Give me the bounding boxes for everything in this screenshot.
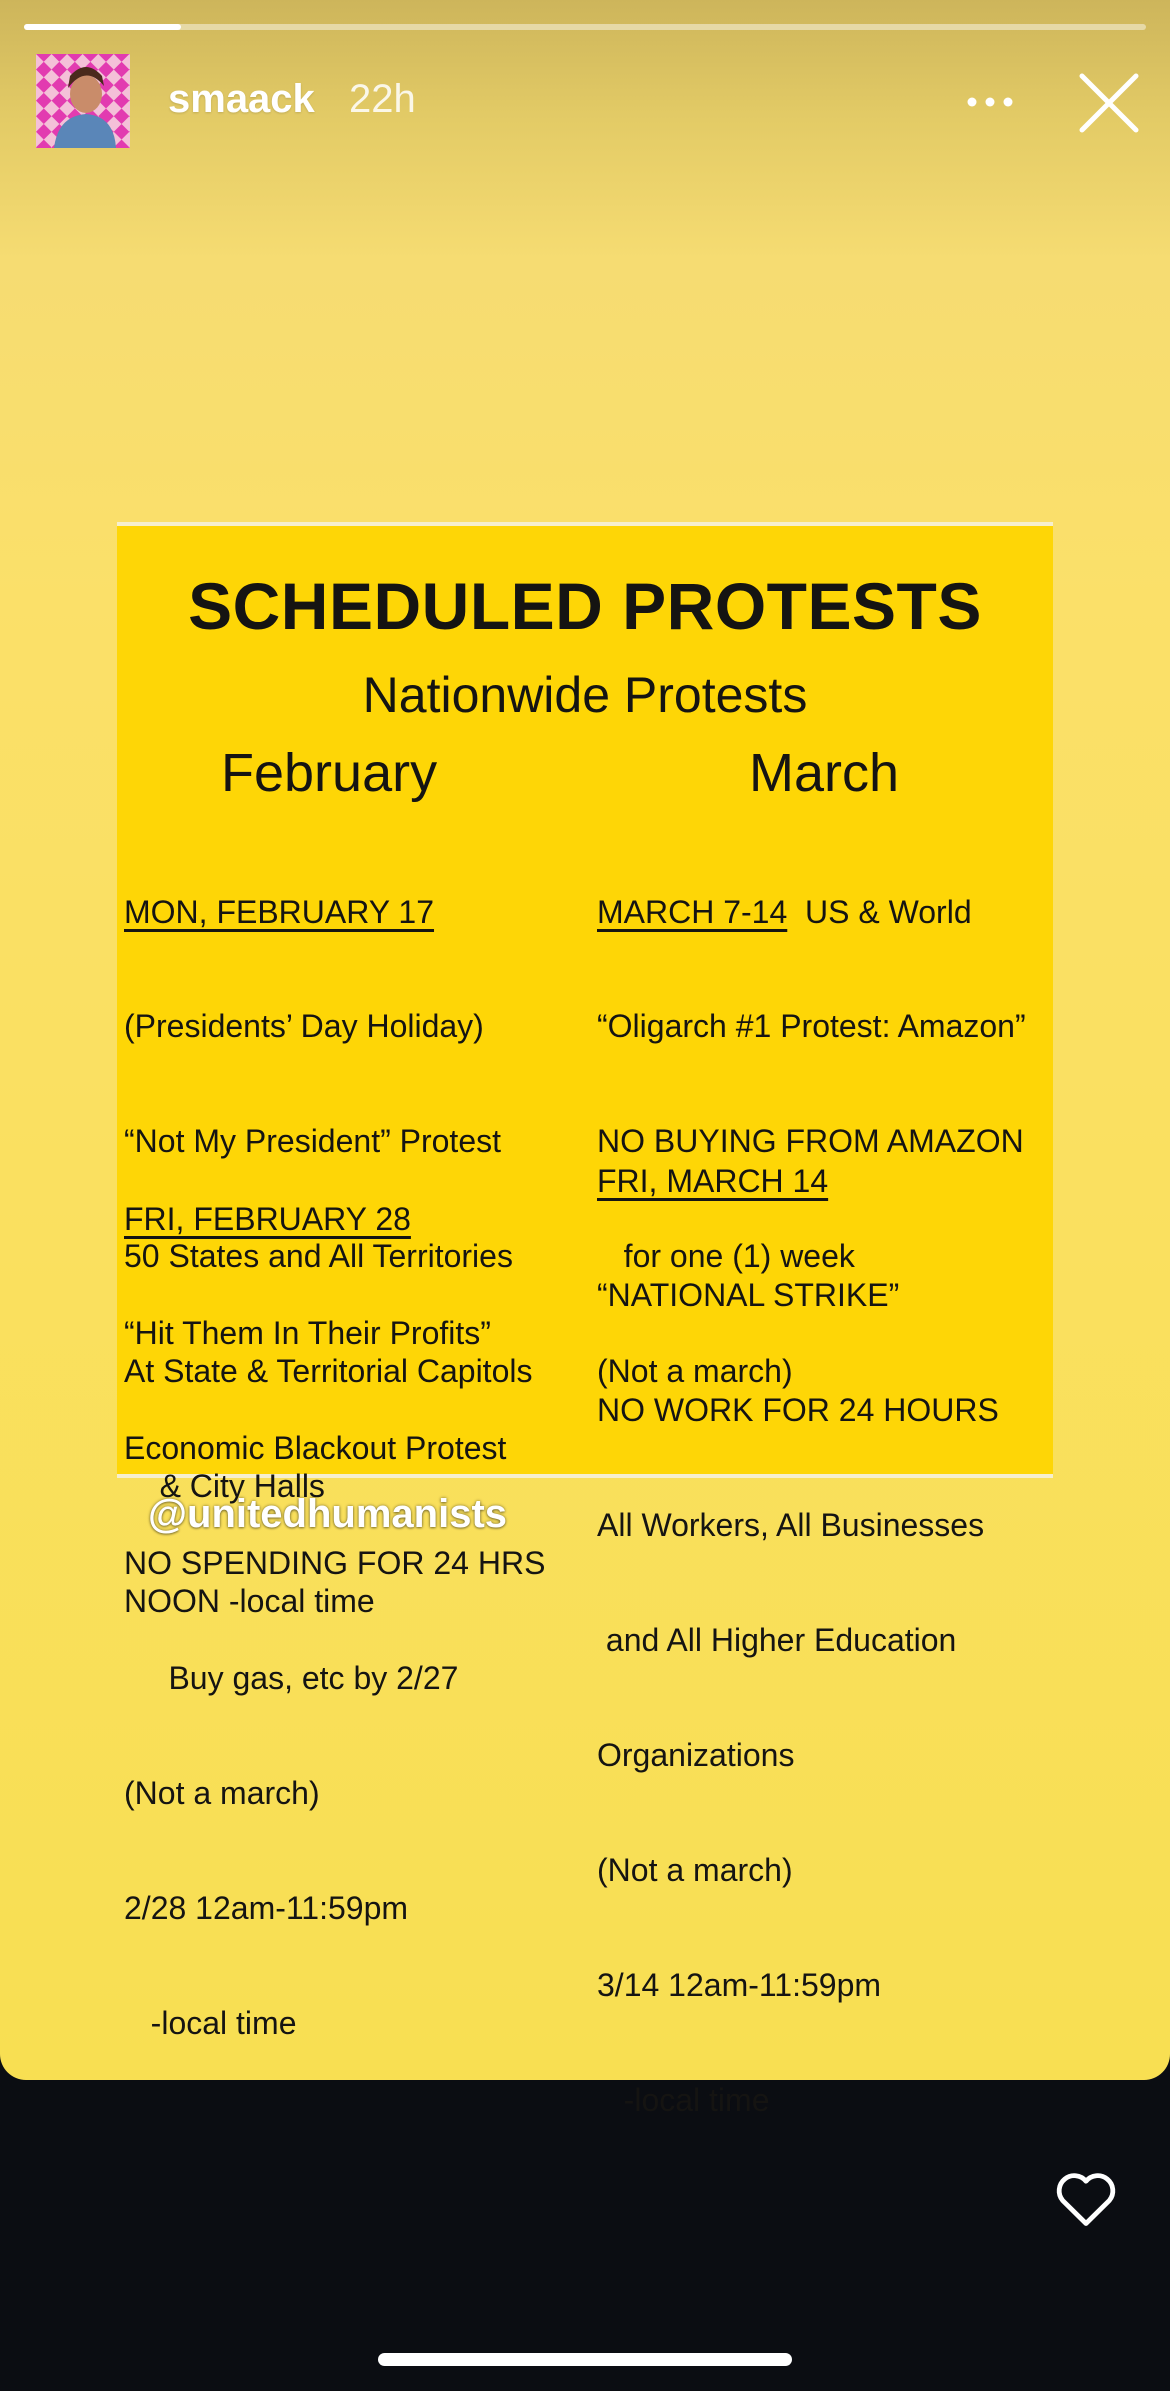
event-line: NO BUYING FROM AMAZON — [597, 1123, 1024, 1160]
event-line: -local time — [124, 2004, 297, 2041]
event-line: for one (1) week — [597, 1238, 855, 1275]
event-line: and All Higher Education — [597, 1622, 957, 1659]
home-indicator[interactable] — [378, 2353, 792, 2366]
event-line: NOON -local time — [124, 1582, 375, 1619]
avatar[interactable] — [36, 54, 130, 148]
poster-subtitle: Nationwide Protests — [362, 667, 808, 723]
story-progress-bar — [24, 24, 1146, 30]
mar-event-national-strike — [597, 1085, 999, 2196]
event-line: All Workers, All Businesses — [597, 1507, 985, 1544]
event-date-heading: FRI, MARCH 14 — [597, 1162, 829, 1199]
event-line: “Hit Them In Their Profits” — [124, 1315, 491, 1352]
event-line: Organizations — [597, 1737, 795, 1774]
event-line: -local time — [597, 2081, 770, 2118]
story-progress-fill — [24, 24, 181, 30]
event-line: NO SPENDING FOR 24 HRS — [124, 1545, 546, 1582]
more-options-button[interactable] — [960, 80, 1020, 124]
event-line: 2/28 12am-11:59pm — [124, 1889, 409, 1926]
event-line: Economic Blackout Protest — [124, 1430, 507, 1467]
close-button[interactable] — [1076, 70, 1142, 136]
event-date-heading: MON, FEBRUARY 17 — [124, 893, 435, 930]
like-button[interactable] — [1050, 2162, 1122, 2234]
heart-icon — [1050, 2162, 1122, 2234]
more-horizontal-icon — [960, 80, 1020, 124]
post-time: 22h — [349, 77, 416, 121]
event-date-heading: FRI, FEBRUARY 28 — [124, 1200, 411, 1237]
event-date-heading: MARCH 7-14 — [597, 893, 788, 930]
event-line: “Oligarch #1 Protest: Amazon” — [597, 1008, 1026, 1045]
profile-photo — [36, 54, 130, 148]
poster-title: SCHEDULED PROTESTS — [188, 569, 982, 643]
mention-sticker[interactable]: @unitedhumanists — [148, 1492, 508, 1536]
username[interactable]: smaack — [168, 77, 315, 121]
event-line: Buy gas, etc by 2/27 — [124, 1660, 459, 1697]
month-february: February — [221, 743, 438, 803]
event-line: (Not a march) — [124, 1775, 320, 1812]
month-march: March — [749, 743, 900, 803]
event-scope: US & World — [787, 893, 972, 930]
event-line: 50 States and All Territories — [124, 1238, 513, 1275]
event-heading-row — [597, 893, 1026, 931]
event-line: 3/14 12am-11:59pm — [597, 1966, 882, 2003]
feb-event-economic-blackout — [124, 1123, 545, 2119]
event-line: “Not My President” Protest — [124, 1123, 501, 1160]
event-line: (Presidents’ Day Holiday) — [124, 1008, 484, 1045]
event-line: At State & Territorial Capitols — [124, 1353, 533, 1390]
event-line: & City Halls — [124, 1468, 325, 1505]
close-icon — [1076, 70, 1142, 136]
event-line: (Not a march) — [597, 1851, 793, 1888]
event-line: NO WORK FOR 24 HOURS — [597, 1392, 999, 1429]
event-line: “NATIONAL STRIKE” — [597, 1277, 900, 1314]
event-line: (Not a march) — [597, 1353, 793, 1390]
